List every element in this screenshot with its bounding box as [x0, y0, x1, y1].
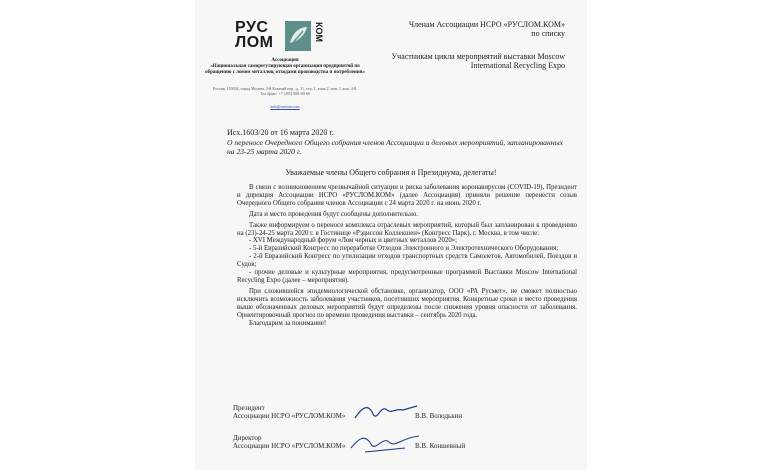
- reference-number: Исх.1603/20 от 16 марта 2020 г.: [227, 128, 334, 137]
- org-website-link[interactable]: info@ruslom.com: [270, 104, 300, 109]
- org-address: Россия, 119034, город Москва, 2-й Казачий пер., д. 11, стр. 1, этаж 2, пом. I, ком. 4-8. Тел./факс: +7 (495) 989-69-66: [212, 86, 358, 96]
- recipient-expo-participants: Участникам цикла мероприятий выставки Moscow International Recycling Expo: [391, 52, 565, 70]
- org-full-name: «Национальная саморегулирующая организация предприятий по обращению с ломом металлов, отходами производства и потребления»: [205, 64, 365, 75]
- paragraph: Дата и место проведения будут сообщены дополнительно.: [249, 210, 418, 218]
- logo-leaf-icon: [285, 21, 311, 51]
- paragraph: При сложившейся эпидемиологической обстановке, организатор, ООО «РА Русмет», не сможет полностью исключить возможность заболевания участников, посетивших мероприятия. Конкретные сроки и место проведения выше обозначенных деловых мероприятий будут определены после снижения уровня опасности от заболевания. Ориентировочный прогноз по времени проведения выставки – сентябрь 2020 года.: [237, 287, 577, 319]
- org-title: Ассоциация: [271, 58, 299, 63]
- logo-line2: ЛОМ: [235, 34, 274, 51]
- ruslom-logo: [235, 19, 324, 56]
- list-item: - прочие деловые и культурные мероприятия, предусмотренные программой Выставки Moscow International Recycling Expo (далее – мероприятия).: [237, 269, 577, 284]
- signature-title: Директор: [233, 434, 262, 442]
- org-header: [205, 58, 365, 76]
- logo-side-text: КОМ: [314, 22, 324, 42]
- recipient-members: Членам Ассоциации НСРО «РУСЛОМ.КОМ» по списку: [408, 20, 565, 38]
- list-item: - XVI Международный форум «Лом черных и цветных металлов 2020»;: [249, 237, 458, 245]
- letter-subject: О переносе Очередного Общего собрания членов Ассоциации и деловых мероприятий, запланированных на 23-25 марта 2020 г.: [227, 138, 564, 156]
- signature-name: В.В. Володькин: [415, 412, 463, 420]
- signature-name: В.В. Коншевный: [415, 442, 466, 450]
- signature-director: [233, 434, 573, 450]
- signature-president: [233, 404, 573, 420]
- signature-title: Президент: [233, 404, 265, 412]
- letter-page: [195, 0, 587, 470]
- logo-line1: РУС: [235, 19, 269, 36]
- signature-org: Ассоциации НСРО «РУСЛОМ.КОМ»: [233, 442, 346, 450]
- paragraph: В связи с возникновением чрезвычайной ситуации и риска заболевания коронавирусом (COVID-19), Президент и дирекция Ассоциации НСРО «РУСЛОМ.КОМ» (далее Ассоциация) приняли решение перенести созыв Очередного Общего собрания членов Ассоциации с 24 марта 2020 г. на июнь 2020 г.: [237, 184, 577, 207]
- letter-greeting: Уважаемые члены Общего собрания и Президиума, делегаты!: [285, 168, 497, 177]
- paragraph: Также информируем о переносе комплекса отраслевых мероприятий, который был запланирован к проведению на (23)-24-25 марта 2020 г. в Гостинице «Рэдиссон Коллекшен» (Конгресс Парк), г. Москва, в том числе:: [237, 221, 577, 237]
- letter-body: [237, 184, 577, 330]
- list-item: - 2-й Евразийский Конгресс по утилизации отходов транспортных средств Самолетов, Автомобилей, Поездов и Судов;: [237, 253, 577, 269]
- handwritten-signature-icon: [351, 400, 421, 424]
- handwritten-signature-icon: [345, 428, 425, 456]
- logo-emblem: [285, 21, 311, 51]
- signature-org: Ассоциации НСРО «РУСЛОМ.КОМ»: [233, 412, 346, 420]
- paragraph: Благодарим за понимание!: [249, 319, 327, 327]
- list-item: - 5-й Евразийский Конгресс по переработке Отходов Электронного и Электротехнического Оборудования;: [249, 245, 559, 253]
